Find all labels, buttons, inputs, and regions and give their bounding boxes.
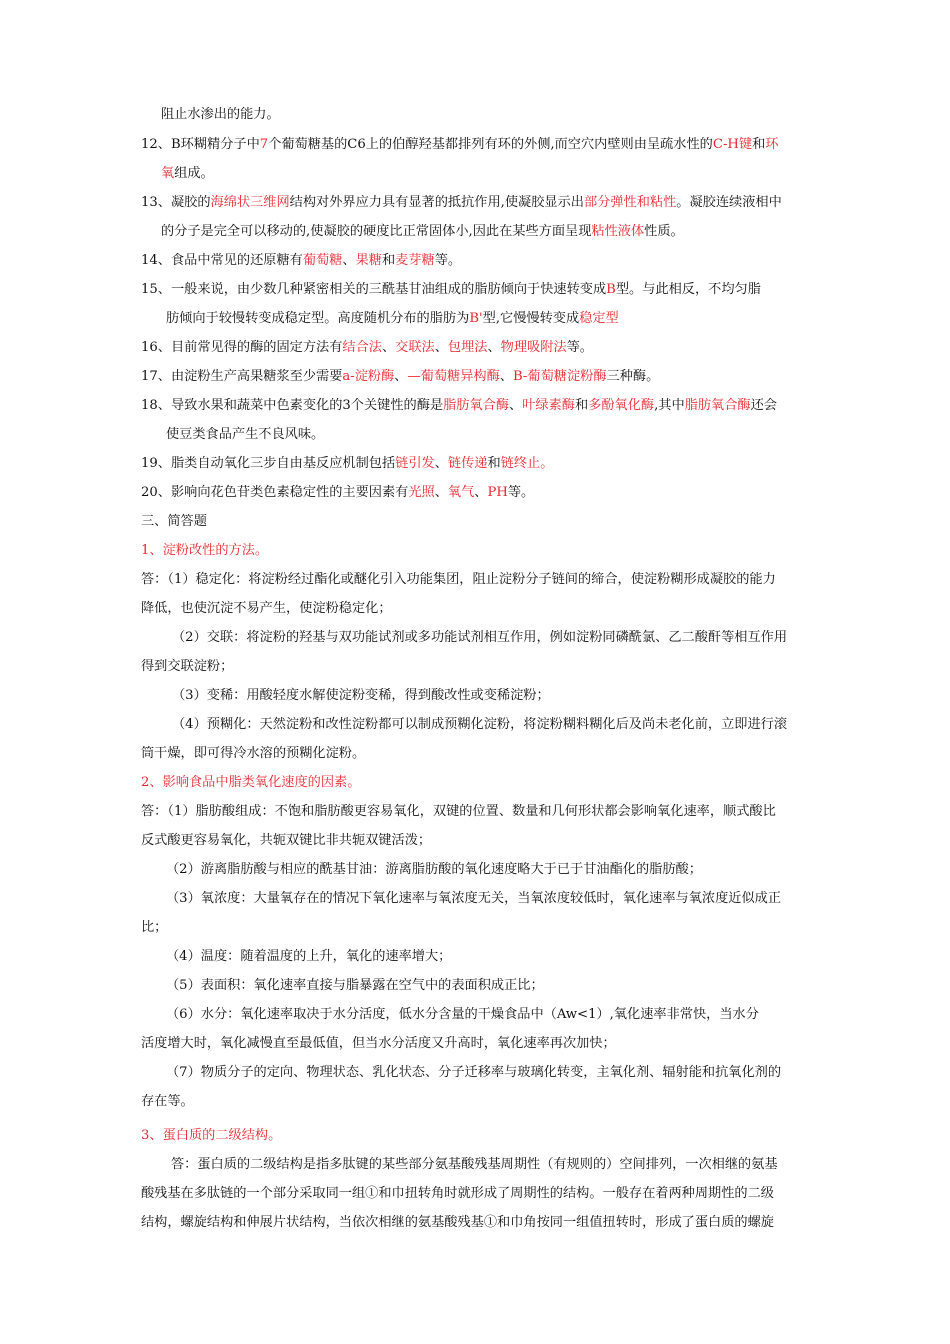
highlighted-text: 多酚氧化酶 (588, 398, 655, 413)
text-run: 、 (342, 253, 356, 268)
text-run: 反式酸更容易氧化，共轭双键比非共轭双键活泼； (141, 833, 432, 848)
highlighted-text: 3、蛋白质的二级结构。 (141, 1128, 282, 1143)
highlighted-text: 稳定型 (579, 311, 619, 326)
text-run: （4）温度：随着温度的上升，氧化的速率增大； (166, 949, 452, 964)
highlighted-text: 结合法 (342, 340, 382, 355)
highlighted-text: B (606, 282, 616, 297)
text-run: 肪倾向于较慢转变成稳定型。高度随机分布的脂肪为 (166, 311, 470, 326)
text-run: 、 (509, 398, 523, 413)
text-run: 和 (381, 253, 396, 268)
text-line (171, 1156, 778, 1174)
text-run: 、 (394, 369, 408, 384)
highlighted-text: 麦芽糖 (395, 253, 435, 268)
highlighted-text: C-H键 (712, 137, 753, 152)
text-run: 、 (381, 340, 396, 355)
text-line (141, 455, 553, 473)
text-line (141, 1185, 774, 1203)
text-run: 等。 (434, 253, 462, 268)
text-line (141, 397, 777, 415)
text-run: 和 (487, 456, 501, 471)
text-run: 、 (434, 456, 448, 471)
text-run: 等。 (507, 485, 535, 500)
text-line (141, 252, 461, 270)
text-line (141, 1127, 281, 1145)
text-run: 的分子是完全可以移动的,使凝胶的硬度比正常固体小,因此在某些方面呈现 (161, 224, 592, 239)
text-run: 结构对外界应力具有显著的抵抗作用,使凝胶显示出 (289, 195, 584, 210)
text-line (166, 977, 544, 995)
text-line (141, 281, 761, 299)
text-run: ,其中 (654, 398, 685, 413)
text-line (172, 716, 787, 734)
highlighted-text: 果糖 (355, 253, 382, 268)
text-run: （2）游离脂肪酸与相应的酰基甘油：游离脂肪酸的氧化速度略大于已于甘油酯化的脂肪酸； (166, 862, 702, 877)
text-line (141, 600, 392, 618)
text-line (141, 136, 778, 154)
highlighted-text: 1、淀粉改性的方法。 (141, 543, 269, 558)
text-run: 三、简答题 (141, 514, 207, 529)
text-run: 三种酶。 (606, 369, 660, 384)
highlighted-text: B-葡萄糖淀粉酶 (512, 369, 607, 384)
text-line (141, 774, 360, 792)
highlighted-text: 7 (259, 137, 269, 152)
highlighted-text: 光照 (408, 485, 435, 500)
text-run: 答：（1）稳定化：将淀粉经过酯化或醚化引入功能集团，阻止淀粉分子链间的缔合，使淀粉糊形成凝胶的能力 (141, 572, 776, 587)
text-run: 15、一般来说，由少数几种紧密相关的三酰基甘油组成的脂肪倾向于快速转变成 (141, 282, 607, 297)
text-run: 、 (434, 485, 448, 500)
text-run: 16、目前常见得的酶的固定方法有 (141, 340, 343, 355)
text-run: 、 (434, 340, 448, 355)
highlighted-text: 物理吸附法 (500, 340, 567, 355)
text-run: （3）氧浓度：大量氧存在的情况下氧化速率与氧浓度无关，当氧浓度较低时，氧化速率与氧浓度近似成正 (166, 891, 782, 906)
highlighted-text: 葡萄糖 (302, 253, 343, 268)
text-run: （6）水分：氧化速率取决于水分活度，低水分含量的干燥食品中（Aw<1）,氧化速率非常快，当水分 (166, 1007, 759, 1022)
highlighted-text: 2、影响食品中脂类氧化速度的因素。 (141, 775, 361, 790)
text-run: 。凝胶连续液相中 (676, 195, 782, 210)
highlighted-text: 粘性液体 (591, 224, 645, 239)
highlighted-text: B' (469, 311, 483, 326)
text-run: 、 (499, 369, 513, 384)
text-run: 性质。 (644, 224, 684, 239)
text-run: 、 (487, 340, 501, 355)
text-run: 个葡萄糖基的C6上的伯醇羟基都排列有环的外侧,而空穴内壁则由呈疏水性的 (268, 137, 713, 152)
highlighted-text: 包埋法 (447, 340, 488, 355)
highlighted-text: a-淀粉酶 (342, 369, 395, 384)
highlighted-text: 部分弹性和粘性 (583, 195, 677, 210)
text-run: 还会 (750, 398, 777, 413)
highlighted-text: 链终止。 (500, 456, 554, 471)
highlighted-text: 叶绿素酶 (522, 398, 575, 413)
text-run: 存在等。 (141, 1094, 194, 1109)
text-run: 12、B环糊精分子中 (141, 137, 260, 152)
text-line (161, 223, 684, 241)
text-run: 14、食品中常见的还原糖有 (141, 253, 303, 268)
text-line (141, 745, 365, 763)
text-run: 型,它慢慢转变成 (482, 311, 580, 326)
highlighted-text: PH (487, 485, 508, 500)
text-run: 活度增大时，氧化减慢直至最低值，但当水分活度又升高时，氧化速率再次加快； (141, 1036, 616, 1051)
text-run: （3）变稀：用酸轻度水解使淀粉变稀，得到酸改性或变稀淀粉； (172, 688, 550, 703)
text-run: 比； (141, 920, 168, 935)
text-run: 型。与此相反，不均匀脂 (615, 282, 761, 297)
highlighted-text: 脂肪氧合酶 (684, 398, 751, 413)
text-run: 筒干燥，即可得冷水溶的预糊化淀粉。 (141, 746, 366, 761)
highlighted-text: 氧气 (447, 485, 475, 500)
text-line (141, 832, 431, 850)
text-line (172, 629, 787, 647)
text-line (166, 1006, 759, 1024)
text-line (166, 310, 619, 328)
text-line (161, 165, 214, 183)
text-run: 18、导致水果和蔬菜中色素变化的3个关键性的酶是 (141, 398, 444, 413)
text-run: 组成。 (174, 166, 214, 181)
text-line (141, 1035, 616, 1053)
text-line (166, 948, 451, 966)
text-line (141, 368, 659, 386)
text-line (141, 542, 268, 560)
text-line (141, 803, 776, 821)
text-run: 降低，也使沉淀不易产生，使淀粉稳定化； (141, 601, 392, 616)
text-run: 和 (574, 398, 589, 413)
text-line (141, 339, 593, 357)
text-line (141, 1214, 774, 1232)
text-run: （7）物质分子的定向、物理状态、乳化状态、分子迁移率与玻璃化转变，主氧化剂、辐射能和抗氧化剂的 (166, 1065, 782, 1080)
text-run: 17、由淀粉生产高果糖浆至少需要 (141, 369, 343, 384)
text-line (141, 571, 776, 589)
text-line (161, 106, 280, 124)
text-run: （4）预糊化：天然淀粉和改性淀粉都可以制成预糊化淀粉，将淀粉糊料糊化后及尚未老化前，立即进行滚 (172, 717, 788, 732)
text-run: （5）表面积：氧化速率直接与脂暴露在空气中的表面积成正比； (166, 978, 544, 993)
highlighted-text: 交联法 (395, 340, 435, 355)
text-run: 结构，螺旋结构和伸展片状结构，当依次相继的氨基酸残基①和巾角按同一组值扭转时，形成了蛋白质的螺旋 (141, 1215, 774, 1230)
text-run: 答：蛋白质的二级结构是指多肽键的某些部分氨基酸残基周期性（有规则的）空间排列，一次相继的氨基 (171, 1157, 778, 1172)
text-run: 20、影响向花色苷类色素稳定性的主要因素有 (141, 485, 409, 500)
text-line (166, 861, 702, 879)
text-line (141, 484, 534, 502)
text-run: 13、凝胶的 (141, 195, 211, 210)
text-line (141, 1093, 194, 1111)
text-line (141, 194, 782, 212)
text-run: 、 (474, 485, 488, 500)
highlighted-text: 链传递 (447, 456, 488, 471)
text-line (166, 426, 324, 444)
text-run: 答：（1）脂肪酸组成：不饱和脂肪酸更容易氧化，双键的位置、数量和几何形状都会影响氧化速率，顺式酸比 (141, 804, 776, 819)
text-run: 阻止水渗出的能力。 (161, 107, 280, 122)
text-run: 得到交联淀粉； (141, 659, 234, 674)
text-line (172, 687, 550, 705)
text-run: 酸残基在多肽链的一个部分采取同一组①和巾扭转角时就形成了周期性的结构。一般存在着两种周期性的二级 (141, 1186, 774, 1201)
text-run: 使豆类食品产生不良风味。 (166, 427, 325, 442)
highlighted-text: —葡萄糖异构酶 (407, 369, 500, 384)
text-line (166, 890, 781, 908)
highlighted-text: 链引发 (395, 456, 435, 471)
highlighted-text: 脂肪氧合酶 (443, 398, 510, 413)
highlighted-text: 氧 (161, 166, 175, 181)
text-line (166, 1064, 781, 1082)
text-line (141, 513, 207, 531)
text-run: 和 (752, 137, 766, 152)
highlighted-text: 海绵状三维网 (210, 195, 290, 210)
text-line (141, 919, 167, 937)
highlighted-text: 环 (765, 137, 779, 152)
text-run: 19、脂类自动氧化三步自由基反应机制包括 (141, 456, 396, 471)
text-run: 等。 (566, 340, 593, 355)
text-line (141, 658, 233, 676)
text-run: （2）交联：将淀粉的羟基与双功能试剂或多功能试剂相互作用，例如淀粉同磷酰氯、乙二酸酐等相互作用 (172, 630, 788, 645)
